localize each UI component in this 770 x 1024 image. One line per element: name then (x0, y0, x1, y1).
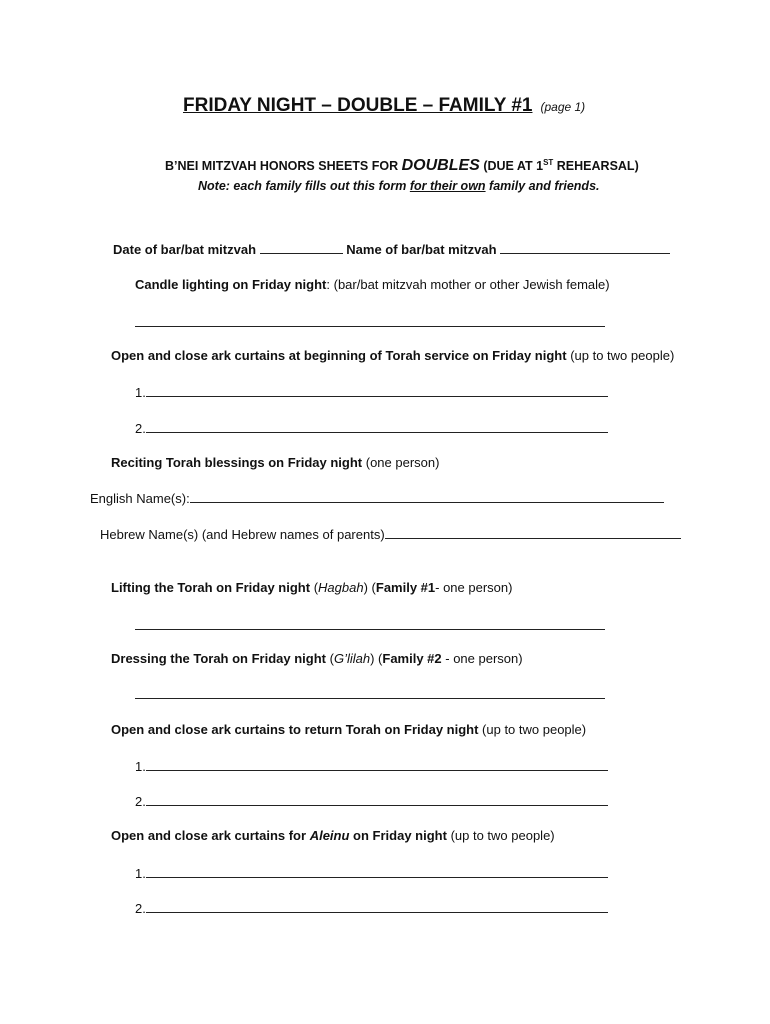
subtitle-due: (DUE AT 1 (483, 159, 544, 173)
lifting-field[interactable] (135, 629, 605, 630)
subtitle-prefix: B’NEI MITZVAH HONORS SHEETS FOR (165, 159, 399, 173)
instruction-note (198, 179, 600, 193)
row-number: 2. (135, 901, 146, 916)
candle-label: Candle lighting on Friday night (135, 277, 327, 292)
subtitle-rehearsal: REHEARSAL) (556, 159, 639, 173)
name-field[interactable] (500, 241, 670, 254)
row-number: 2. (135, 421, 146, 436)
english-name-row (90, 490, 664, 506)
aleinu-field-1[interactable] (146, 865, 608, 878)
row-number: 1. (135, 866, 146, 881)
lifting-rest: - one person) (435, 580, 513, 595)
hebrew-name-row (100, 526, 681, 542)
ark-open-label: Open and close ark curtains at beginning of Torah service on Friday night (111, 348, 567, 363)
subtitle-sup: ST (543, 157, 554, 167)
row-number: 1. (135, 759, 146, 774)
ark-return-detail: (up to two people) (482, 722, 587, 737)
hagbah-term: Hagbah (318, 580, 364, 595)
blessings-detail: (one person) (365, 455, 440, 470)
note-underlined: for their own (409, 179, 486, 193)
aleinu-label-2: on Friday night (353, 828, 447, 843)
date-label: Date of bar/bat mitzvah (113, 242, 257, 257)
aleinu-heading (111, 828, 555, 843)
dressing-label: Dressing the Torah on Friday night (111, 651, 326, 666)
aleinu-detail: (up to two people) (450, 828, 555, 843)
dressing-rest: - one person) (445, 651, 523, 666)
ark-return-field-2[interactable] (146, 793, 608, 806)
paren: ( (329, 651, 334, 666)
candle-heading (135, 277, 610, 292)
note-suffix: family and friends. (489, 179, 600, 193)
ark-open-detail: (up to two people) (570, 348, 675, 363)
blessings-label: Reciting Torah blessings on Friday night (111, 455, 363, 470)
paren: ( (313, 580, 319, 595)
page-title: FRIDAY NIGHT – DOUBLE – FAMILY #1 (183, 95, 533, 116)
aleinu-row-1 (135, 865, 608, 881)
paren: ) ( (370, 651, 383, 666)
ark-open-field-1[interactable] (146, 384, 608, 397)
aleinu-label: Open and close ark curtains for (111, 828, 307, 843)
candle-field[interactable] (135, 326, 605, 327)
date-name-row (113, 241, 670, 257)
date-field[interactable] (260, 241, 343, 254)
blessings-heading (111, 455, 439, 470)
glilah-term: G’lilah (333, 651, 371, 666)
english-name-label: English Name(s): (90, 491, 190, 506)
candle-detail: : (bar/bat mitzvah mother or other Jewish female) (326, 277, 610, 292)
ark-open-heading (111, 348, 674, 363)
ark-open-row-1 (135, 384, 608, 400)
dressing-family: Family #2 (382, 651, 442, 666)
name-label: Name of bar/bat mitzvah (346, 242, 497, 257)
hebrew-name-field[interactable] (385, 526, 681, 539)
row-number: 1. (135, 385, 146, 400)
row-number: 2. (135, 794, 146, 809)
hebrew-name-label: Hebrew Name(s) (and Hebrew names of parents) (100, 527, 385, 542)
subtitle-emphasis: DOUBLES (401, 157, 480, 174)
ark-return-label: Open and close ark curtains to return Torah on Friday night (111, 722, 479, 737)
paren: ) ( (363, 580, 376, 595)
lifting-family: Family #1 (375, 580, 436, 595)
subtitle (165, 157, 639, 175)
ark-open-field-2[interactable] (146, 420, 608, 433)
english-name-field[interactable] (190, 490, 664, 503)
aleinu-field-2[interactable] (146, 900, 608, 913)
ark-return-field-1[interactable] (146, 758, 608, 771)
page-title-row (183, 95, 585, 117)
ark-return-row-2 (135, 793, 608, 809)
lifting-label: Lifting the Torah on Friday night (111, 580, 311, 595)
ark-open-row-2 (135, 420, 608, 436)
page-number-note: (page 1) (540, 100, 586, 114)
dressing-field[interactable] (135, 698, 605, 699)
aleinu-term: Aleinu (309, 828, 350, 843)
aleinu-row-2 (135, 900, 608, 916)
note-prefix: Note: each family fills out this form (198, 179, 407, 193)
dressing-heading (111, 651, 523, 666)
ark-return-row-1 (135, 758, 608, 774)
ark-return-heading (111, 722, 586, 737)
lifting-heading (111, 580, 512, 595)
